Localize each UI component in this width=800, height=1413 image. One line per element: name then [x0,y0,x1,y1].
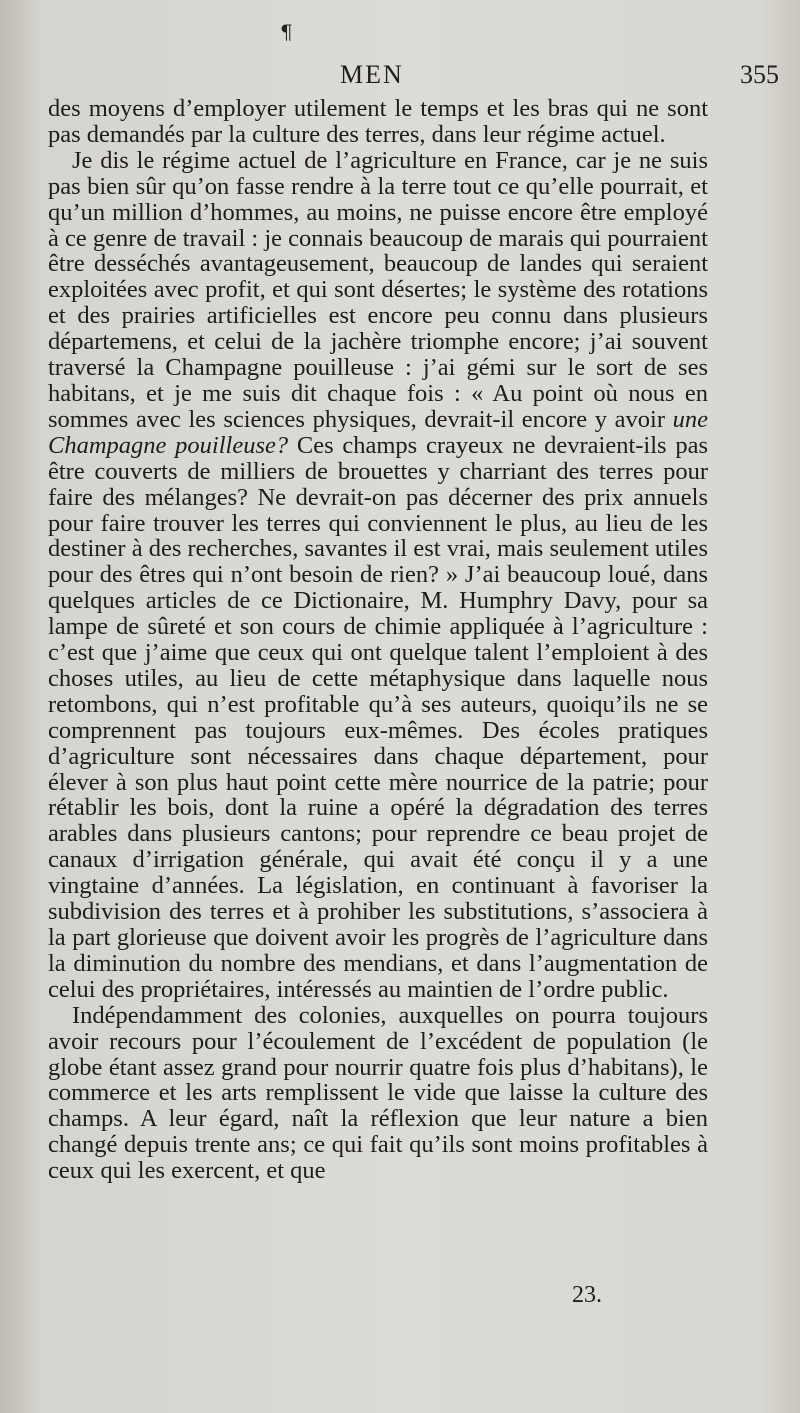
page-header [0,60,800,92]
signature-mark: 23. [572,1282,602,1308]
paragraph-3-text: Indépendamment des colonies, auxquelles on pourra toujours avoir recours pour l’écoulement de l’excédent de population (le globe étant assez grand pour nourrir quatre fois plus d’habitans), le commerce et les arts remplissent le vide que laisse la culture des champs. A leur égard, naît la réflexion que leur nature a bien changé depuis trente ans; ce qui fait qu’ils sont moins profitables à ceux qui les exercent, et que [48,1001,708,1185]
paragraph-2-italic: une Champagne pouilleuse? [48,405,708,459]
paragraph-3 [48,1003,708,1184]
paragraph-1-text: des moyens d’employer utilement le temps et les bras qui ne sont pas demandés par la culture des terres, dans leur régime actuel. [48,95,708,148]
page-mark: ¶ [280,20,293,44]
paragraph-2-text-after: Ces champs crayeux ne devraient-ils pas être couverts de milliers de brouettes y charriant des terres pour faire des mélanges? Ne devrait-on pas décerner des prix annuels pour faire trouver les terres qui conviennent le plus, au lieu de les destiner à des recherches, savantes il est vrai, mais seulement utiles pour des êtres qui n’ont besoin de rien? » J’ai beaucoup loué, dans quelques articles de ce Dictionaire, M. Humphry Davy, pour sa lampe de sûreté et son cours de chimie appliquée à l’agriculture : c’est que j’aime que ceux qui ont quelque talent l’emploient à des choses utiles, au lieu de cette métaphysique dans laquelle nous retombons, qui n’est profitable qu’à ses auteurs, quoiqu’ils ne se comprennent pas toujours eux-mêmes. Des écoles pratiques d’agriculture sont nécessaires dans chaque département, pour élever à son plus haut point cette mère nourrice de la patrie; pour rétablir les bois, dont la ruine a opéré la dégradation des terres arables dans plusieurs cantons; pour reprendre ce beau projet de canaux d’irrigation générale, qui avait été conçu il y a une vingtaine d’années. La législation, en continuant à favoriser la subdivision des terres et à prohiber les substitutions, s’associera à la part glorieuse que doivent avoir les progrès de l’agriculture dans la diminution du nombre des mendians, et dans l’augmentation de celui des propriétaires, intéressés au maintien de l’ordre public. [48,431,708,1003]
page-number: 355 [740,60,779,89]
paragraph-2-text: Je dis le régime actuel de l’agriculture en France, car je ne suis pas bien sûr qu’on fasse rendre à la terre tout ce qu’elle pourrait, et qu’un million d’hommes, au moins, ne puisse encore être employé à ce genre de travail : je connais beaucoup de marais qui pourraient être desséchés avantageusement, beaucoup de landes qui seraient exploitées avec profit, et qui sont désertes; le système des rotations et des prairies artificielles est encore peu connu dans plusieurs départemens, et celui de la jachère triomphe encore; j’ai souvent traversé la Champagne pouilleuse : j’ai gémi sur le sort de ses habitans, et je me suis dit chaque fois : « Au point où nous en sommes avec les sciences physiques, devrait-il encore y avoir [48,146,708,433]
running-head: MEN [340,60,404,89]
body-text [48,96,708,1184]
paragraph-2 [48,148,708,1003]
paragraph-1 [48,96,708,148]
